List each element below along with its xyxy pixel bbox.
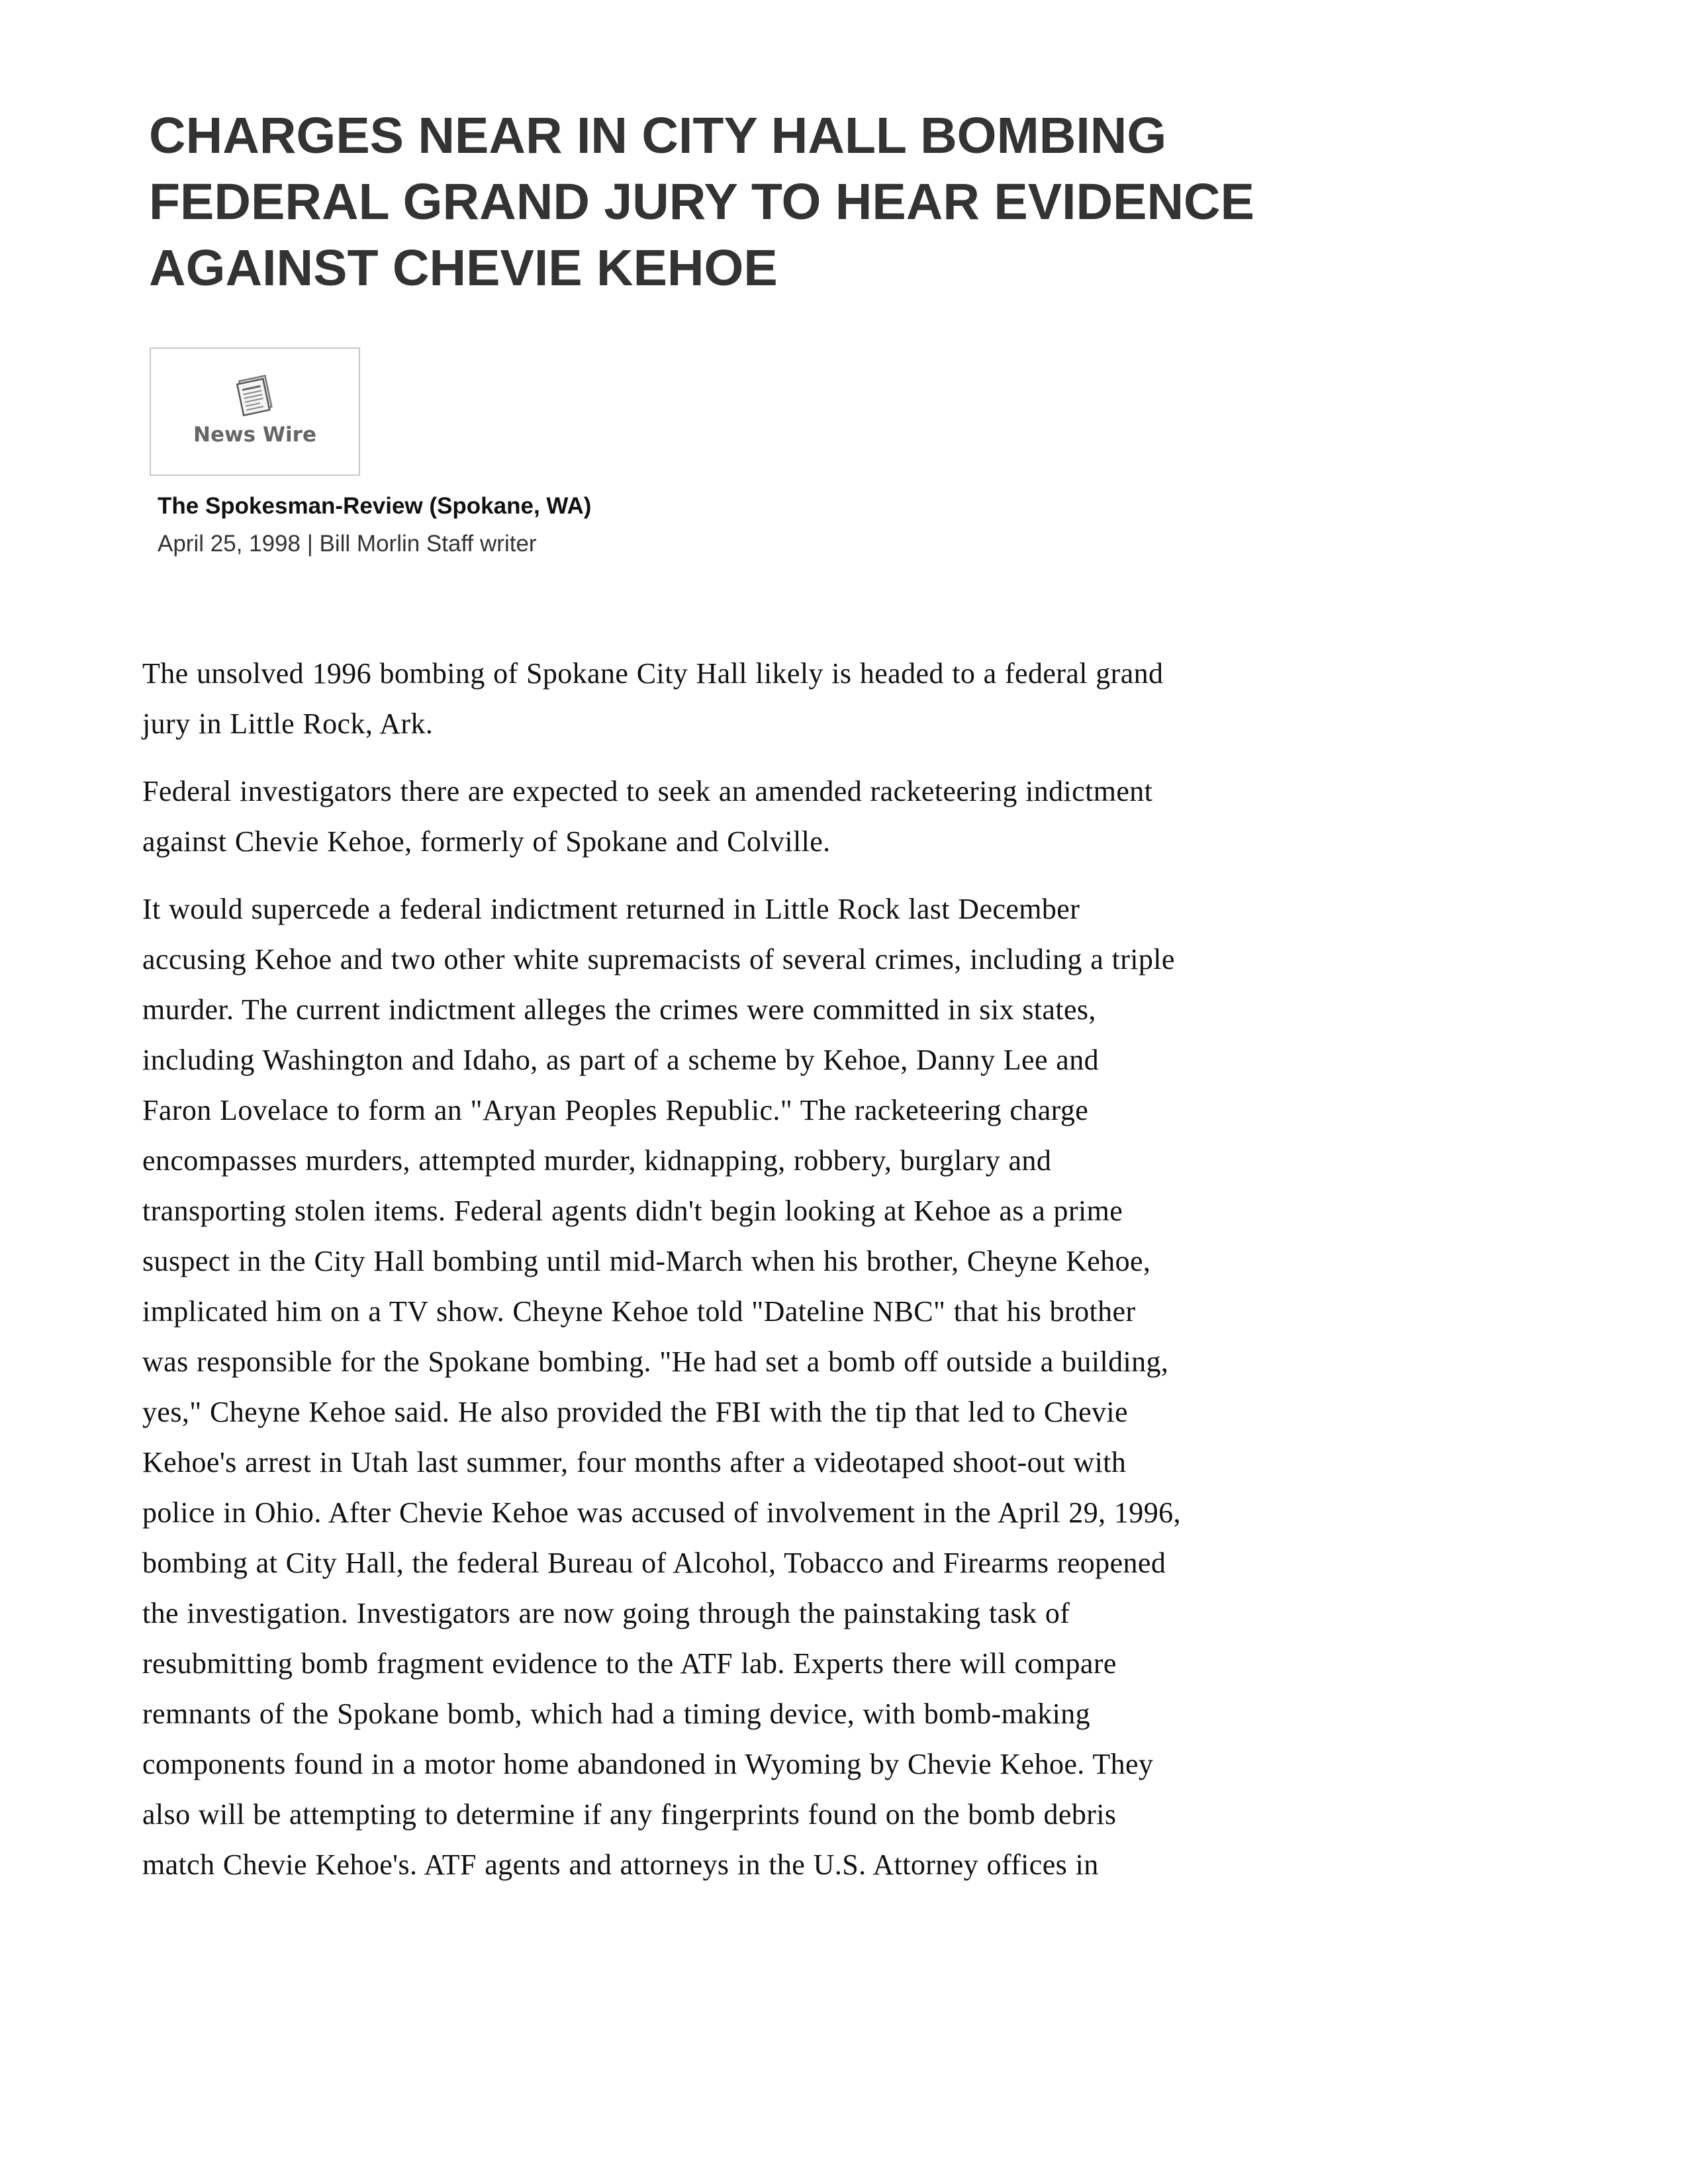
text-line: jury in Little Rock, Ark. xyxy=(142,707,434,740)
text-line: match Chevie Kehoe's. ATF agents and attorneys in the U.S. Attorney offices in xyxy=(142,1848,1099,1881)
text-line: encompasses murders, attempted murder, kidnapping, robbery, burglary and xyxy=(142,1144,1052,1177)
newspaper-icon xyxy=(234,373,278,416)
text-line: transporting stolen items. Federal agents didn't begin looking at Kehoe as a prime xyxy=(142,1195,1123,1227)
text-line: yes," Cheyne Kehoe said. He also provided the FBI with the tip that led to Chevie xyxy=(142,1396,1128,1428)
text-line: components found in a motor home abandoned in Wyoming by Chevie Kehoe. They xyxy=(142,1748,1154,1780)
text-line: remnants of the Spokane bomb, which had a timing device, with bomb-making xyxy=(142,1698,1091,1730)
publication-source: The Spokesman-Review (Spokane, WA) xyxy=(158,493,592,519)
text-line: It would supercede a federal indictment returned in Little Rock last December xyxy=(142,893,1080,925)
news-wire-logo xyxy=(150,347,360,476)
text-line: Kehoe's arrest in Utah last summer, four months after a videotaped shoot-out with xyxy=(142,1446,1127,1479)
article-paragraph xyxy=(142,766,1546,867)
byline: April 25, 1998 | Bill Morlin Staff writer xyxy=(158,531,537,557)
text-line: suspect in the City Hall bombing until mid-March when his brother, Cheyne Kehoe, xyxy=(142,1245,1151,1277)
article-paragraph xyxy=(142,884,1546,1890)
text-line: including Washington and Idaho, as part of a scheme by Kehoe, Danny Lee and xyxy=(142,1044,1100,1076)
text-line: The unsolved 1996 bombing of Spokane City Hall likely is headed to a federal grand xyxy=(142,657,1164,690)
text-line: murder. The current indictment alleges the crimes were committed in six states, xyxy=(142,993,1096,1026)
text-line: police in Ohio. After Chevie Kehoe was accused of involvement in the April 29, 1996, xyxy=(142,1496,1181,1529)
text-line: was responsible for the Spokane bombing. "He had set a bomb off outside a building, xyxy=(142,1345,1169,1378)
headline-line: FEDERAL GRAND JURY TO HEAR EVIDENCE xyxy=(149,173,1255,230)
headline-line: CHARGES NEAR IN CITY HALL BOMBING xyxy=(149,107,1167,164)
text-line: resubmitting bomb fragment evidence to the ATF lab. Experts there will compare xyxy=(142,1647,1117,1680)
article-paragraph xyxy=(142,649,1546,749)
headline xyxy=(149,103,1539,301)
text-line: also will be attempting to determine if any fingerprints found on the bomb debris xyxy=(142,1798,1117,1831)
text-line: the investigation. Investigators are now going through the painstaking task of xyxy=(142,1597,1070,1629)
text-line: implicated him on a TV show. Cheyne Kehoe told "Dateline NBC" that his brother xyxy=(142,1295,1136,1328)
text-line: accusing Kehoe and two other white supremacists of several crimes, including a triple xyxy=(142,943,1175,976)
article-body xyxy=(142,649,1546,1907)
logo-label: News Wire xyxy=(193,423,316,447)
text-line: against Chevie Kehoe, formerly of Spokane and Colville. xyxy=(142,825,831,858)
text-line: Federal investigators there are expected to seek an amended racketeering indictment xyxy=(142,775,1153,807)
headline-line: AGAINST CHEVIE KEHOE xyxy=(149,240,778,296)
text-line: bombing at City Hall, the federal Bureau of Alcohol, Tobacco and Firearms reopened xyxy=(142,1547,1166,1579)
text-line: Faron Lovelace to form an "Aryan Peoples Republic." The racketeering charge xyxy=(142,1094,1089,1126)
